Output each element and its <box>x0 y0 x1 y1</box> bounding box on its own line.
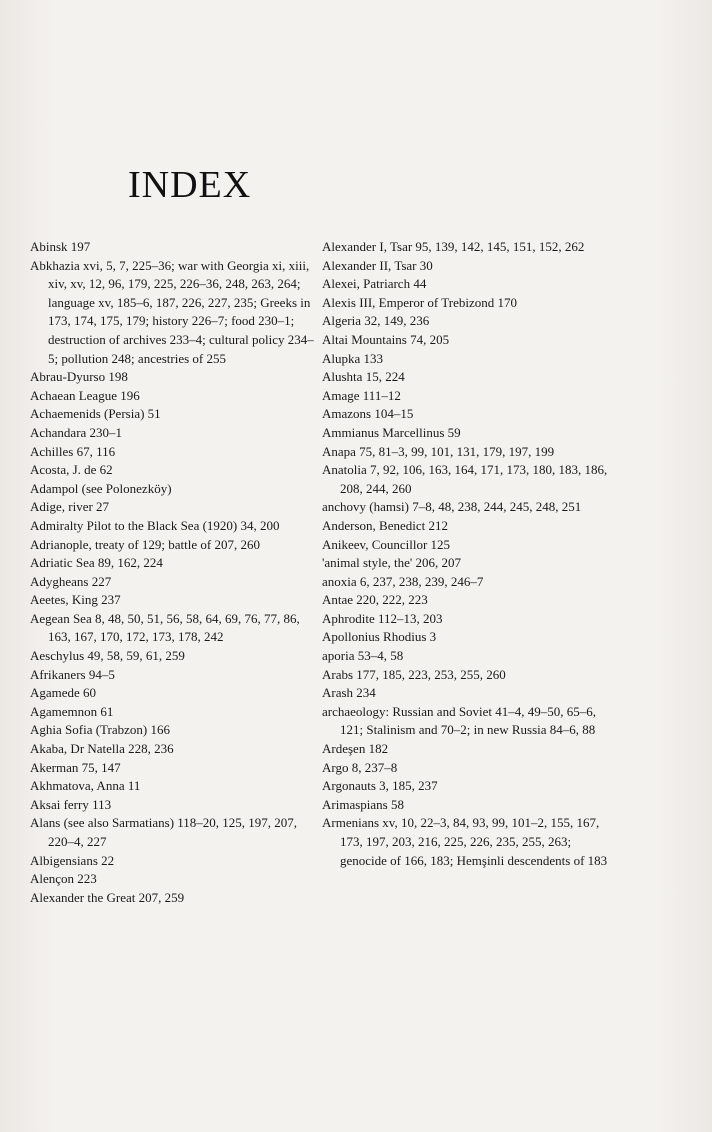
index-entry: Afrikaners 94–5 <box>30 666 115 682</box>
index-entry: Arimaspians 58 <box>322 796 404 812</box>
index-entry: Arabs 177, 185, 223, 253, 255, 260 <box>322 666 506 682</box>
index-entry: Acosta, J. de 62 <box>30 462 113 478</box>
index-entry: Akhmatova, Anna 11 <box>30 778 141 794</box>
index-entry: Alans (see also Sarmatians) 118–20, 125, 197, 207, 220–4, 227 <box>30 815 298 849</box>
index-entry: Algeria 32, 149, 236 <box>322 313 430 329</box>
index-entry: Albigensians 22 <box>30 852 115 868</box>
index-entry: Abinsk 197 <box>30 239 91 254</box>
index-entry: Argo 8, 237–8 <box>322 759 398 775</box>
index-entry: Adygheans 227 <box>30 573 112 589</box>
index-entry: Akerman 75, 147 <box>30 759 121 775</box>
index-entry: Amage 111–12 <box>322 387 401 403</box>
index-entry: Adige, river 27 <box>30 499 110 515</box>
index-entry: Anapa 75, 81–3, 99, 101, 131, 179, 197, 199 <box>322 443 555 459</box>
index-entry: Anderson, Benedict 212 <box>322 517 449 533</box>
index-entry: Alexander II, Tsar 30 <box>322 257 433 273</box>
index-column-right <box>322 238 612 870</box>
index-entry: Aeschylus 49, 58, 59, 61, 259 <box>30 648 185 664</box>
page-title: INDEX <box>128 164 252 207</box>
index-entry: Anatolia 7, 92, 106, 163, 164, 171, 173, 180, 183, 186, 208, 244, 260 <box>322 462 608 496</box>
index-entry: Armenians xv, 10, 22–3, 84, 93, 99, 101–2, 155, 167, 173, 197, 203, 216, 225, 226, 235, 255, 263; genocide of 166, 183; Hemşinli descendents of 183 <box>322 815 608 868</box>
index-entry: Aksai ferry 113 <box>30 796 112 812</box>
index-entry: Agamemnon 61 <box>30 703 114 719</box>
index-entry: Alexei, Patriarch 44 <box>322 276 427 292</box>
index-entry: Alupka 133 <box>322 350 384 366</box>
index-entry: archaeology: Russian and Soviet 41–4, 49–50, 65–6, 121; Stalinism and 70–2; in new Russia 84–6, 88 <box>322 703 597 738</box>
index-entry: 'animal style, the' 206, 207 <box>322 555 461 571</box>
index-entry: aporia 53–4, 58 <box>322 648 404 664</box>
index-entry: Ardeşen 182 <box>322 741 389 757</box>
index-entry: Abkhazia xvi, 5, 7, 225–36; war with Georgia xi, xiii, xiv, xv, 12, 96, 179, 225, 226–36, 248, 263, 264; language xv, 185–6, 187, 226, 227, 235; Greeks in 173, 174, 175, 179; history 226–7; food 230–1; destruction of archives 233–4; cultural policy 234–5; pollution 248; ancestries of 255 <box>30 257 314 366</box>
index-entry: Apollonius Rhodius 3 <box>322 629 437 645</box>
index-entry: Achilles 67, 116 <box>30 443 116 459</box>
index-entry: Akaba, Dr Natella 228, 236 <box>30 741 174 757</box>
index-entry: anoxia 6, 237, 238, 239, 246–7 <box>322 573 484 589</box>
index-entry: Achandara 230–1 <box>30 424 123 440</box>
index-entry: Abrau-Dyurso 198 <box>30 369 128 385</box>
index-entry: Adriatic Sea 89, 162, 224 <box>30 555 163 571</box>
index-entry: Amazons 104–15 <box>322 406 414 422</box>
index-entry: Achaean League 196 <box>30 387 140 403</box>
index-entry: Arash 234 <box>322 685 376 701</box>
index-entry: Ammianus Marcellinus 59 <box>322 424 461 440</box>
index-entry: Achaemenids (Persia) 51 <box>30 406 161 422</box>
index-entry: Adampol (see Polonezköy) <box>30 480 172 496</box>
index-entry: Admiralty Pilot to the Black Sea (1920) 34, 200 <box>30 517 280 533</box>
index-entry: Alençon 223 <box>30 871 97 887</box>
index-entry: Agamede 60 <box>30 685 97 701</box>
index-entry: Aeetes, King 237 <box>30 592 121 608</box>
index-entry: Alexis III, Emperor of Trebizond 170 <box>322 294 517 310</box>
index-entry: Anikeev, Councillor 125 <box>322 536 451 552</box>
index-entry: Aghia Sofia (Trabzon) 166 <box>30 722 170 738</box>
index-entry: Alexander I, Tsar 95, 139, 142, 145, 151, 152, 262 <box>322 239 585 254</box>
index-entry: Aegean Sea 8, 48, 50, 51, 56, 58, 64, 69, 76, 77, 86, 163, 167, 170, 172, 173, 178, 242 <box>30 610 300 645</box>
index-entry: Alexander the Great 207, 259 <box>30 889 185 905</box>
index-entry: Altai Mountains 74, 205 <box>322 331 450 347</box>
index-column-left <box>30 238 316 907</box>
index-entry: anchovy (hamsi) 7–8, 48, 238, 244, 245, 248, 251 <box>322 499 582 515</box>
index-entry: Antae 220, 222, 223 <box>322 592 428 608</box>
index-entry: Argonauts 3, 185, 237 <box>322 778 438 794</box>
index-entry: Adrianople, treaty of 129; battle of 207, 260 <box>30 536 260 552</box>
index-entry: Alushta 15, 224 <box>322 369 405 385</box>
index-entry: Aphrodite 112–13, 203 <box>322 610 443 626</box>
